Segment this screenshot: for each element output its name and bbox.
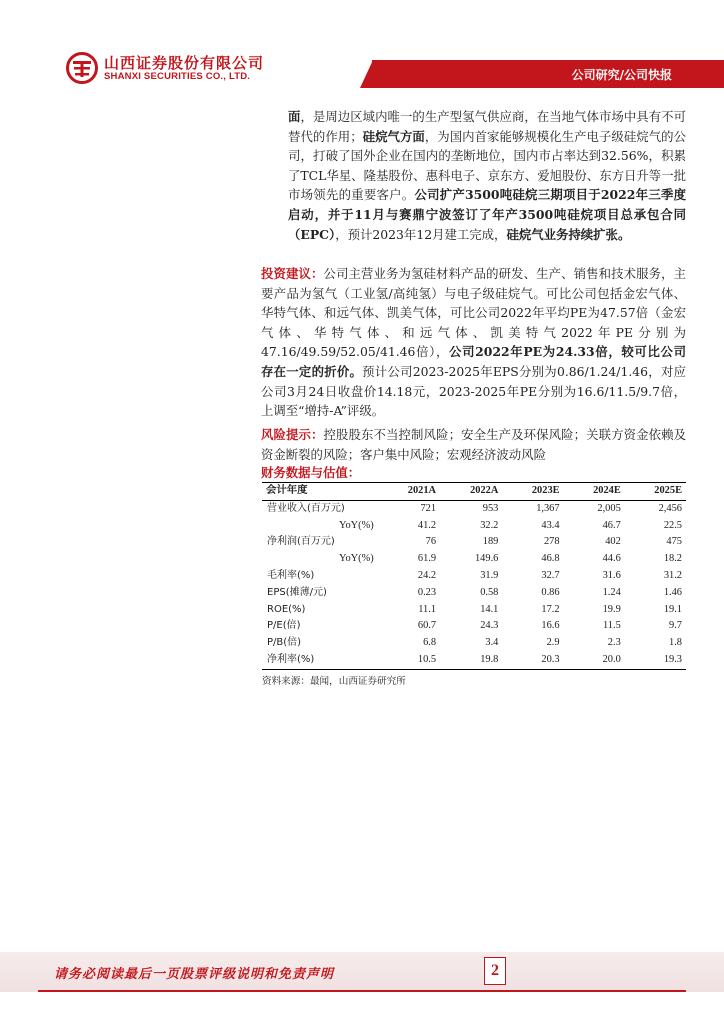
row-label: 净利率(%) [267,653,315,665]
table-cell: 2.9 [546,637,560,649]
business-overview-paragraph [288,107,686,244]
p1-seg: ，是周边区域内唯一的生产型氢气供应商，在当地气体市场中具有不可替代的作用； [288,109,687,144]
table-cell: 0.23 [417,586,437,598]
table-cell: 43.4 [541,519,560,531]
table-header-cell: 2021A [407,485,437,496]
table-row [262,652,686,669]
table-cell: 18.2 [663,553,682,565]
table-row [262,635,686,652]
company-name-en: SHANXI SECURITIES CO., LTD. [104,71,251,82]
table-cell: 61.9 [417,553,437,565]
p1-seg: 硅烷气业务持续扩张。 [506,226,631,242]
table-row [262,551,686,568]
row-label: EPS(摊薄/元) [267,586,327,598]
company-name-cn: 山西证券股份有限公司 [104,54,265,72]
row-label: 营业收入(百万元) [267,502,345,514]
p1-seg: 硅烷气方面 [362,128,425,144]
investment-advice-paragraph [261,264,686,421]
table-title: 财务数据与估值： [261,465,361,480]
table-cell: 22.5 [663,519,682,531]
table-cell: 278 [543,536,560,548]
table-cell: 11.1 [418,603,437,615]
p2-seg: 预计公司2023-2025年EPS分别为0.86/1.24/1.46，对应公司3月24日收盘价14.18元，2023-2025年PE分别为16.6/11.5/9.7倍，上调至“增持-A”评级。 [261,363,686,419]
table-cell: 14.1 [480,603,499,615]
table-cell: 24.3 [480,620,499,632]
table-cell: 76 [425,536,437,548]
p2-seg: 公司主营业务为氢硅材料产品的研发、生产、销售和技术服务，主要产品为氢气（工业氢/高纯氢）与电子级硅烷气。可比公司包括金宏气体、华特气体、和远气体、凯美气体，可比公司2022年平均PE为47.57倍（金宏气体、华特气体、和远气体、凯美特气2022年PE分别为47.16/49.59/52.05/41.46倍）， [261,266,687,360]
row-label: ROE(%) [267,603,306,615]
table-cell: 44.6 [602,553,621,565]
table-header-cell: 2024E [593,485,621,496]
table-cell: 20.3 [541,653,560,665]
row-label: P/E(倍) [267,620,301,632]
table-cell: 9.7 [669,620,682,632]
table-header-cell: 2025E [654,485,682,496]
investment-advice-heading: 投资建议： [261,266,324,281]
table-cell: 11.5 [602,620,621,632]
row-label: 毛利率(%) [267,569,315,581]
table-row [262,602,686,619]
financial-data-table [262,482,686,670]
table-cell: 0.58 [480,586,499,598]
footer-divider [38,990,686,992]
table-cell: 1.46 [663,586,682,598]
table-header-cell: 会计年度 [266,485,308,496]
table-cell: 20.0 [602,653,621,665]
table-header-cell: 2022A [470,485,499,496]
table-cell: 10.5 [417,653,437,665]
table-cell: 19.3 [663,653,682,665]
risk-warning-heading: 风险提示： [261,427,324,442]
table-row [262,518,686,535]
table-cell: 19.1 [663,603,682,615]
table-cell: 6.8 [423,637,437,649]
table-header-row [262,483,686,501]
table-cell: 2,456 [658,502,682,514]
table-cell: 41.2 [417,519,437,531]
p2-seg: 公司2022年PE为24.33倍，较可比公司存在一定的折价。 [261,344,687,379]
p1-seg: 公司扩产3500吨硅烷三期项目于2022年三季度启动，并于11月与赛鼎宁波签订了年产3500吨硅烷项目总承包合同（EPC） [288,187,686,242]
table-cell: 31.2 [663,569,682,581]
table-cell: 60.7 [417,620,437,632]
table-cell: 32.7 [541,569,560,581]
table-cell: 31.6 [602,569,621,581]
data-source-note: 资料来源：最闻，山西证券研究所 [262,676,406,687]
table-cell: 24.2 [417,569,437,581]
risk-warning-paragraph [261,425,686,464]
table-cell: 0.86 [541,586,560,598]
table-cell: 149.6 [474,553,499,565]
table-cell: 19.9 [602,603,621,615]
table-row [262,568,686,585]
p1-seg: ，为国内首家能够规模化生产电子级硅烷气的公司，打破了国外企业在国内的垄断地位，国内市占率达到32.56%，积累了TCL华星、隆基股份、惠科电子、京东方、爱旭股份、东方日升等一批市场领先的重要客户。 [288,128,687,203]
table-row [262,585,686,602]
table-cell: 2,005 [597,502,621,514]
p3-seg: 控股股东不当控制风险；安全生产及环保风险；关联方资金依赖及资金断裂的风险；客户集中风险；宏观经济波动风险 [261,427,687,462]
table-cell: 31.9 [480,569,499,581]
table-cell: 1.8 [669,637,682,649]
table-cell: 1.24 [602,586,621,598]
table-cell: 189 [482,536,499,548]
table-cell: 475 [666,536,682,548]
table-cell: 46.7 [602,519,621,531]
table-cell: 46.8 [541,553,560,565]
company-logo-icon [66,52,98,84]
page-number: 2 [484,957,506,985]
table-cell: 17.2 [541,603,560,615]
report-type-label: 公司研究/公司快报 [571,68,672,82]
table-cell: 953 [482,502,499,514]
row-label: YoY(%) [339,519,374,531]
table-cell: 19.8 [480,653,499,665]
p1-seg: ，预计2023年12月建工完成， [335,226,507,242]
table-header-cell: 2023E [531,485,560,496]
row-label: 净利润(百万元) [267,536,335,548]
table-cell: 3.4 [485,637,499,649]
table-cell: 1,367 [536,502,560,514]
row-label: YoY(%) [339,553,374,565]
table-cell: 16.6 [541,620,560,632]
table-row [262,534,686,551]
table-row [262,618,686,635]
disclaimer-note: 请务必阅读最后一页股票评级说明和免责声明 [54,967,335,982]
table-cell: 402 [605,536,621,548]
table-cell: 2.3 [607,637,621,649]
table-cell: 32.2 [480,519,499,531]
table-row [262,500,686,517]
table-cell: 721 [420,502,437,514]
p1-seg: 面 [288,109,301,124]
row-label: P/B(倍) [267,637,302,649]
